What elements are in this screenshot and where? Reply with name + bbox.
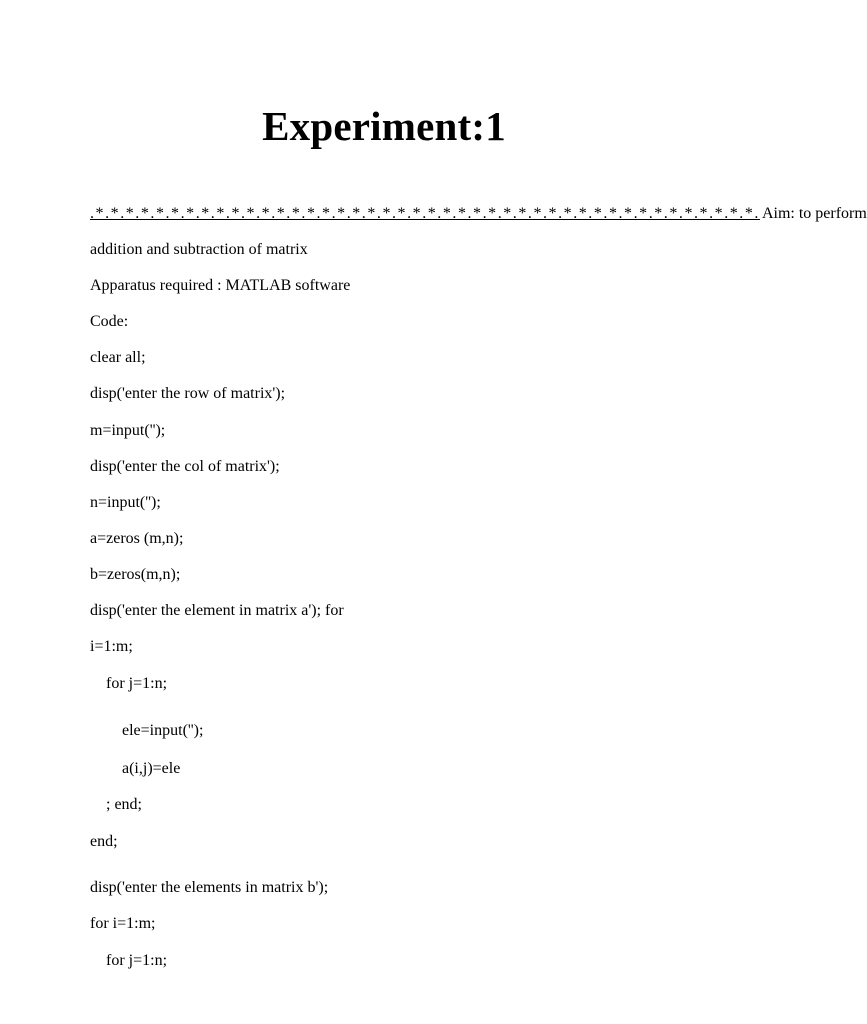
- text-line: Apparatus required : MATLAB software: [90, 277, 351, 294]
- text-line: Code:: [90, 313, 129, 330]
- code-line: end;: [90, 833, 118, 850]
- aim-line: [90, 203, 867, 225]
- asterisk-separator: .*.*.*.*.*.*.*.*.*.*.*.*.*.*.*.*.*.*.*.*.*.*.*.*.*.*.*.*.*.*.*.*.*.*.*.*.*.*.*.*.*.*.*.*.: [90, 205, 760, 222]
- aim-label: Aim: to perform: [761, 205, 867, 222]
- page-title: Experiment:1: [262, 103, 506, 149]
- code-line: a(i,j)=ele: [122, 760, 181, 777]
- code-line: a=zeros (m,n);: [90, 530, 184, 547]
- text-line: addition and subtraction of matrix: [90, 241, 308, 258]
- code-line: for j=1:n;: [106, 675, 168, 692]
- code-line: for i=1:m;: [90, 915, 156, 932]
- code-line: clear all;: [90, 349, 146, 366]
- code-line: b=zeros(m,n);: [90, 566, 181, 583]
- code-line: ; end;: [106, 796, 142, 813]
- code-line: for j=1:n;: [106, 952, 168, 969]
- code-line: disp('enter the col of matrix');: [90, 458, 280, 475]
- code-line: disp('enter the element in matrix a'); for: [90, 602, 344, 619]
- code-line: m=input('');: [90, 422, 166, 439]
- code-line: ele=input('');: [122, 722, 204, 739]
- code-line: n=input('');: [90, 494, 161, 511]
- code-line: disp('enter the row of matrix');: [90, 385, 286, 402]
- code-line: disp('enter the elements in matrix b');: [90, 879, 329, 896]
- code-line: i=1:m;: [90, 638, 133, 655]
